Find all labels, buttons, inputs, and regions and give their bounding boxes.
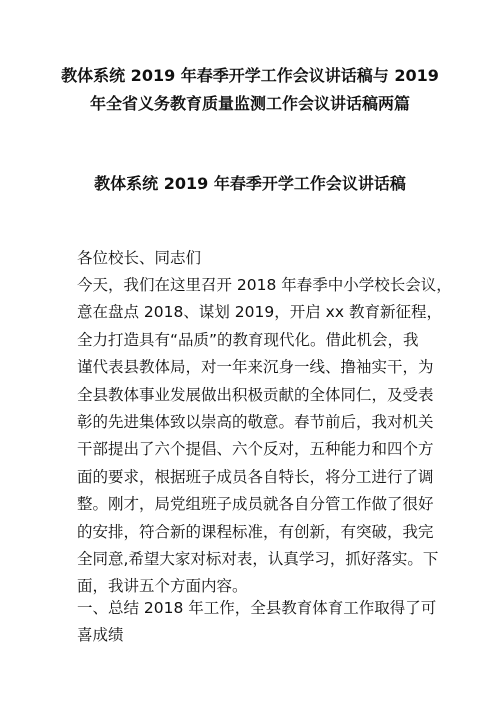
body-paragraph <box>77 272 452 601</box>
paragraph-line: 面的要求，根据班子成员各自特长，将分工进行了调 <box>77 467 434 486</box>
section-heading <box>77 595 437 650</box>
paragraph-line: 的安排，符合新的课程标准，有创新，有突破，我完 <box>77 522 434 541</box>
heading-line: 一、总结 2018 年工作，全县教育体育工作取得了可 <box>77 599 437 617</box>
title-line: 教体系统 2019 年春季开学工作会议讲话稿与 2019 <box>61 66 439 85</box>
paragraph-line: 全力打造具有“品质”的教育现代化。借此机会，我 <box>77 330 419 349</box>
paragraph-line: 今天，我们在这里召开 2018 年春季中小学校长会议， <box>77 276 452 294</box>
document-title <box>40 62 460 118</box>
title-line: 年全省义务教育质量监测工作会议讲话稿两篇 <box>89 94 410 113</box>
paragraph-line: 全县教体事业发展做出积极贡献的全体同仁，及受表 <box>77 385 434 404</box>
paragraph-line: 全同意,希望大家对标对表，认真学习，抓好落实。下 <box>77 550 439 569</box>
paragraph-line: 干部提出了六个提倡、六个反对，五种能力和四个方 <box>77 440 434 459</box>
salutation: 各位校长、同志们 <box>77 249 202 267</box>
paragraph-line: 整。刚才，局党组班子成员就各自分管工作做了很好 <box>77 495 434 514</box>
paragraph-line: 意在盘点 2018、谋划 2019，开启 xx 教育新征程， <box>77 303 442 322</box>
section-title: 教体系统 2019 年春季开学工作会议讲话稿 <box>94 174 406 193</box>
paragraph-line: 彰的先进集体致以崇高的敬意。春节前后，我对机关 <box>77 413 434 432</box>
paragraph-line: 面，我讲五个方面内容。 <box>77 577 248 596</box>
paragraph-line: 谨代表县教体局，对一年来沉身一线、撸袖实干，为 <box>77 358 434 377</box>
heading-line: 喜成绩 <box>77 626 124 645</box>
